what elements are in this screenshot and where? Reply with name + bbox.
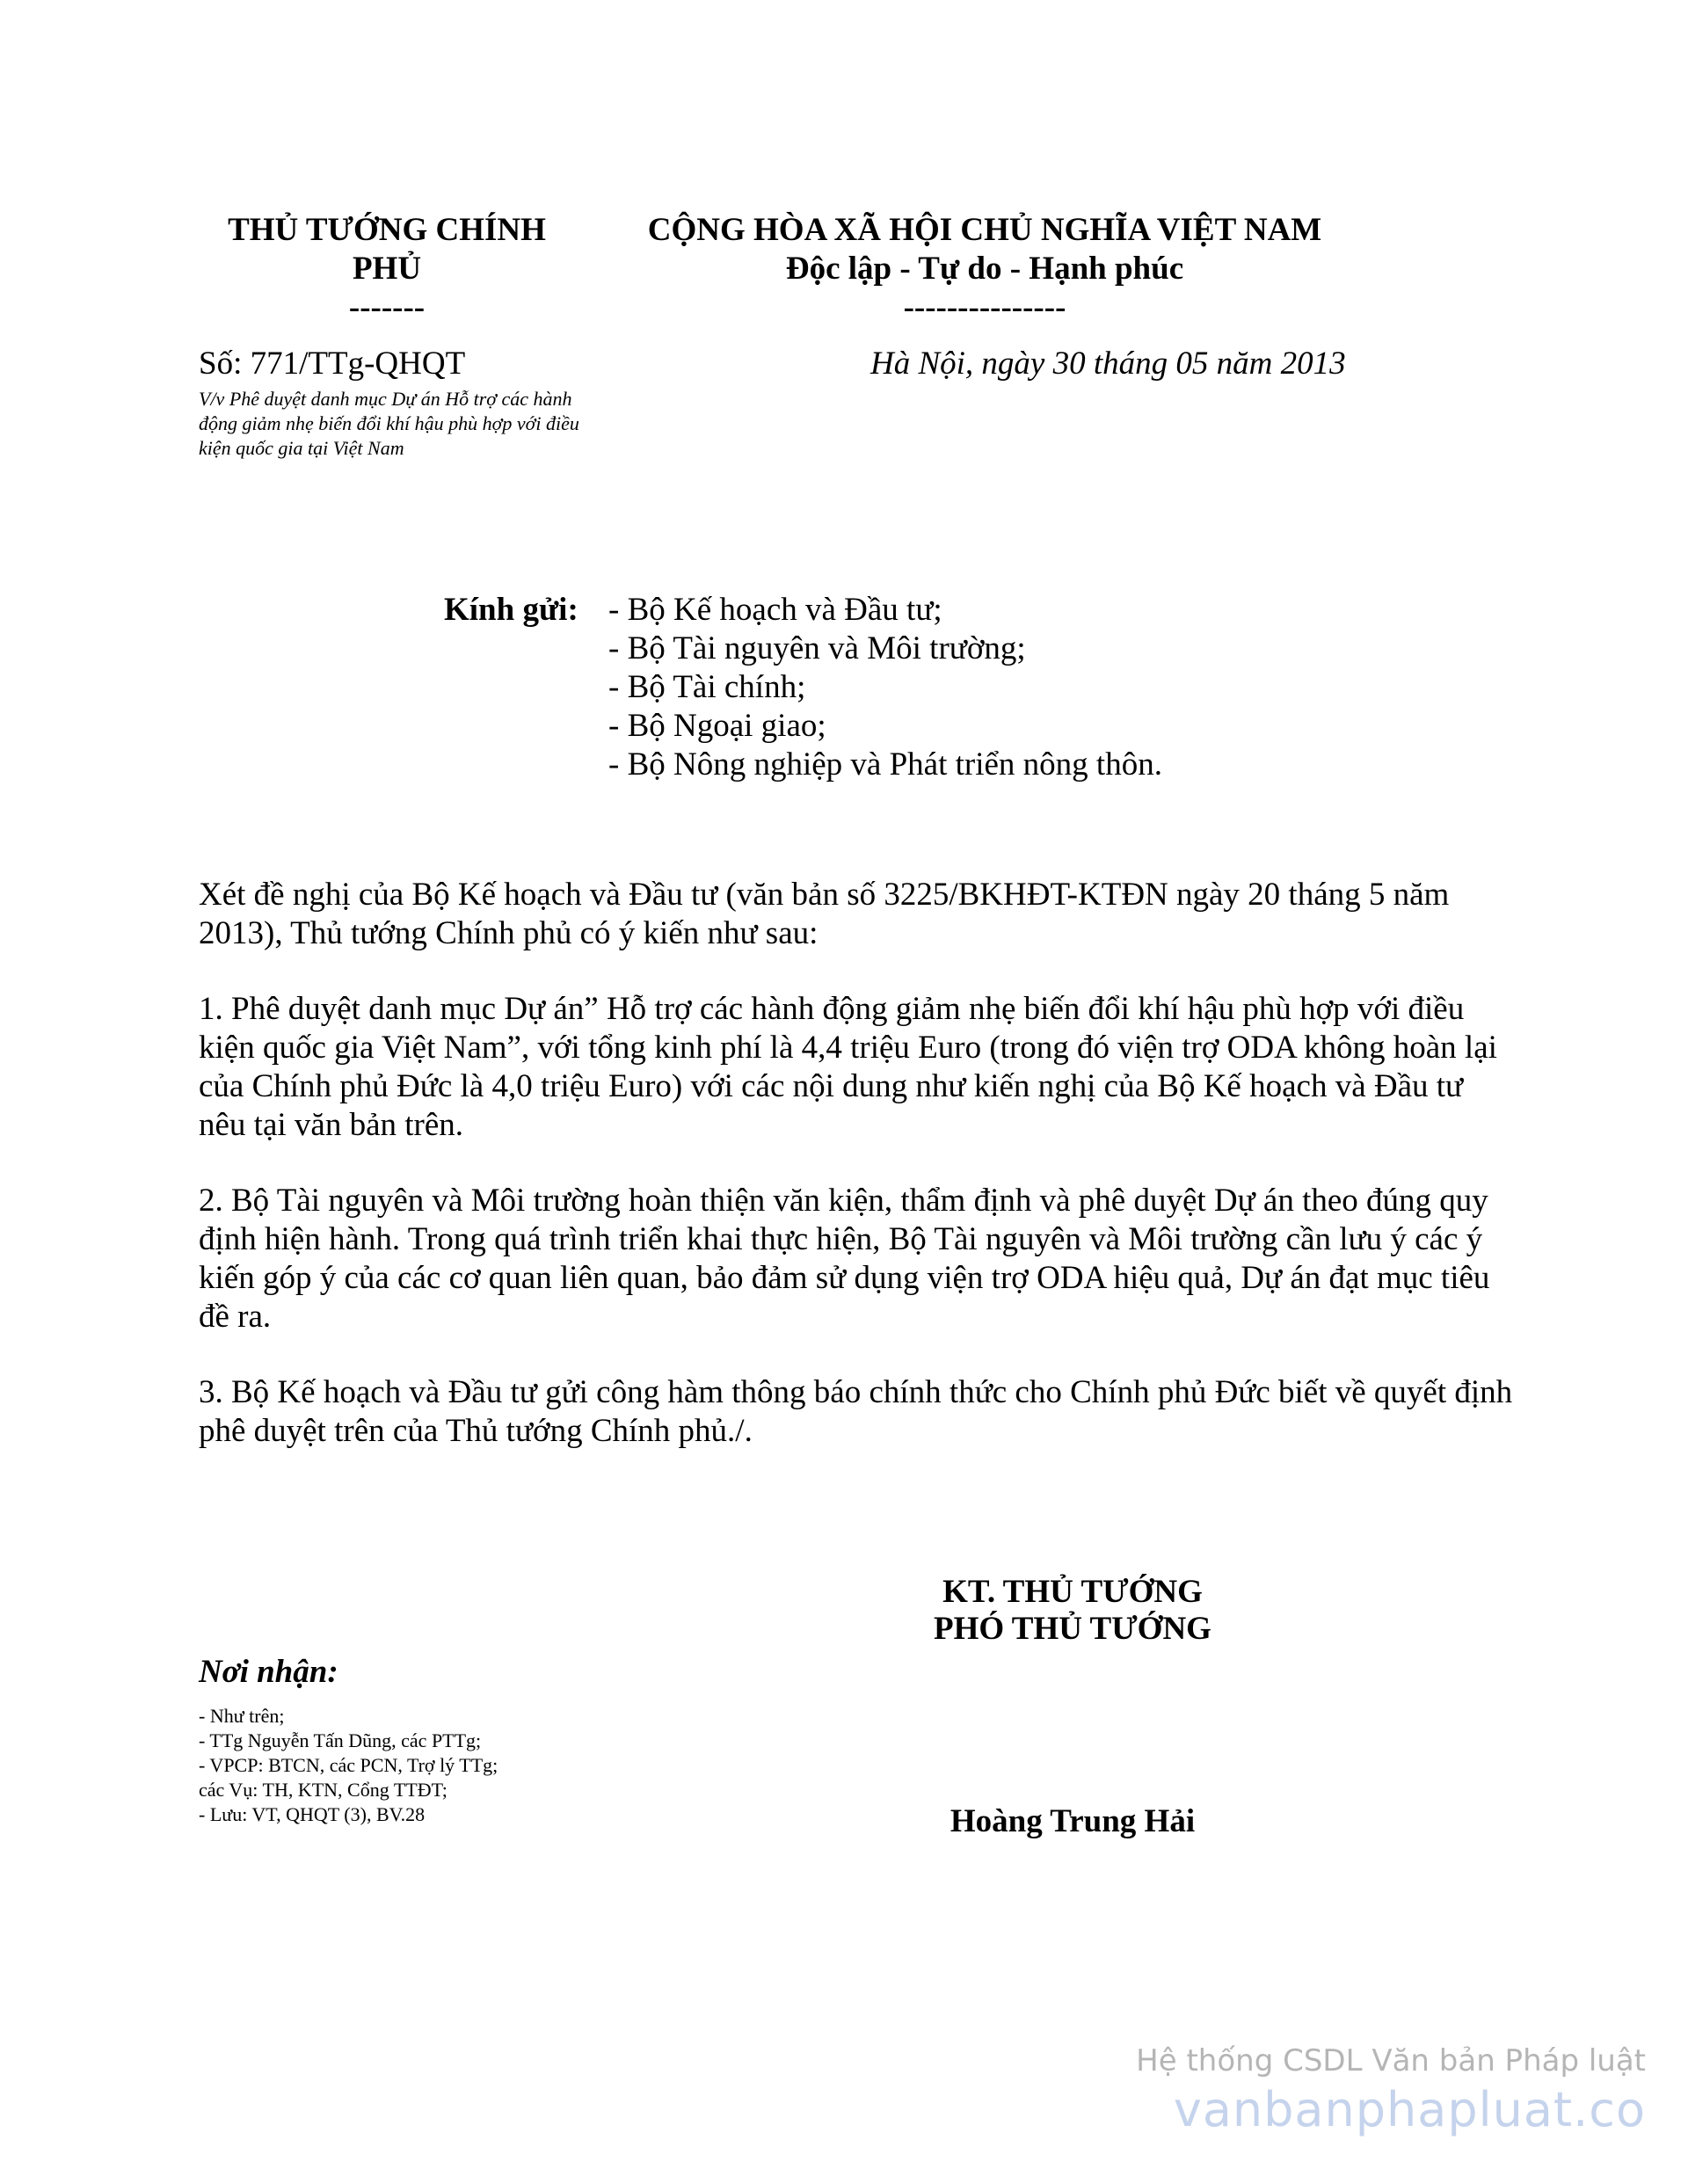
noi-nhan-title: Nơi nhận:	[199, 1654, 338, 1690]
issuing-agency-line2: PHỦ	[352, 251, 422, 287]
watermark-link[interactable]: vanbanphapluat.co	[1173, 2082, 1646, 2137]
recipient-item: - Bộ Ngoại giao;	[608, 708, 826, 744]
national-title: CỘNG HÒA XÃ HỘI CHỦ NGHĨA VIỆT NAM	[647, 212, 1322, 248]
issuing-agency-divider: -------	[348, 289, 426, 325]
document-number: Số: 771/TTg-QHQT	[199, 346, 466, 382]
noi-nhan-item: - TTg Nguyễn Tấn Dũng, các PTTg;	[199, 1729, 482, 1751]
recipient-item: - Bộ Nông nghiệp và Phát triển nông thôn.	[608, 746, 1162, 783]
signature-line2: PHÓ THỦ TƯỚNG	[934, 1611, 1211, 1647]
noi-nhan-item: - VPCP: BTCN, các PCN, Trợ lý TTg;	[199, 1754, 498, 1776]
signer-name: Hoàng Trung Hải	[950, 1803, 1196, 1839]
body-intro: Xét đề nghị của Bộ Kế hoạch và Đầu tư (văn bản số 3225/BKHĐT-KTĐN ngày 20 tháng 5 năm 2013), Thủ tướng Chính phủ có ý kiến như sau:	[199, 877, 1450, 951]
document-body	[199, 876, 1517, 1488]
document-subject: V/v Phê duyệt danh mục Dự án Hỗ trợ các hành động giảm nhẹ biến đổi khí hậu phù hợp với điều kiện quốc gia tại Việt Nam	[199, 388, 579, 459]
national-header-block	[615, 211, 1354, 327]
kinh-gui-label: Kính gửi:	[444, 592, 578, 628]
signature-block	[879, 1574, 1266, 1648]
watermark-line1: Hệ thống CSDL Văn bản Pháp luật	[1136, 2043, 1646, 2078]
body-item-1: 1. Phê duyệt danh mục Dự án” Hỗ trợ các hành động giảm nhẹ biến đổi khí hậu phù hợp với điều kiện quốc gia Việt Nam”, với tổng kinh phí là 4,4 triệu Euro (trong đó viện trợ ODA không hoàn lại của Chính phủ Đức là 4,0 triệu Euro) với các nội dung như kiến nghị của Bộ Kế hoạch và Đầu tư nêu tại văn bản trên.	[199, 991, 1497, 1143]
noi-nhan-item: - Như trên;	[199, 1705, 285, 1727]
noi-nhan-item: các Vụ: TH, KTN, Cổng TTĐT;	[199, 1779, 447, 1801]
document-date: Hà Nội, ngày 30 tháng 05 năm 2013	[870, 346, 1346, 382]
issuing-agency-line1: THỦ TƯỚNG CHÍNH	[228, 212, 546, 248]
recipient-item: - Bộ Tài chính;	[608, 669, 806, 705]
signature-line1: KT. THỦ TƯỚNG	[942, 1574, 1203, 1610]
recipient-list	[608, 591, 1162, 784]
national-motto: Độc lập - Tự do - Hạnh phúc	[785, 251, 1184, 287]
recipient-item: - Bộ Tài nguyên và Môi trường;	[608, 630, 1026, 666]
national-divider: ---------------	[903, 289, 1066, 325]
body-item-3: 3. Bộ Kế hoạch và Đầu tư gửi công hàm thông báo chính thức cho Chính phủ Đức biết về quyết định phê duyệt trên của Thủ tướng Chính phủ./.	[199, 1374, 1513, 1449]
noi-nhan-list	[199, 1704, 498, 1827]
body-item-2: 2. Bộ Tài nguyên và Môi trường hoàn thiện văn kiện, thẩm định và phê duyệt Dự án theo đúng quy định hiện hành. Trong quá trình triển khai thực hiện, Bộ Tài nguyên và Môi trường cần lưu ý các ý kiến góp ý của các cơ quan liên quan, bảo đảm sử dụng viện trợ ODA hiệu quả, Dự án đạt mục tiêu đề ra.	[199, 1183, 1490, 1335]
issuing-agency-block	[185, 211, 589, 327]
noi-nhan-item: - Lưu: VT, QHQT (3), BV.28	[199, 1803, 426, 1825]
recipient-item: - Bộ Kế hoạch và Đầu tư;	[608, 592, 942, 628]
